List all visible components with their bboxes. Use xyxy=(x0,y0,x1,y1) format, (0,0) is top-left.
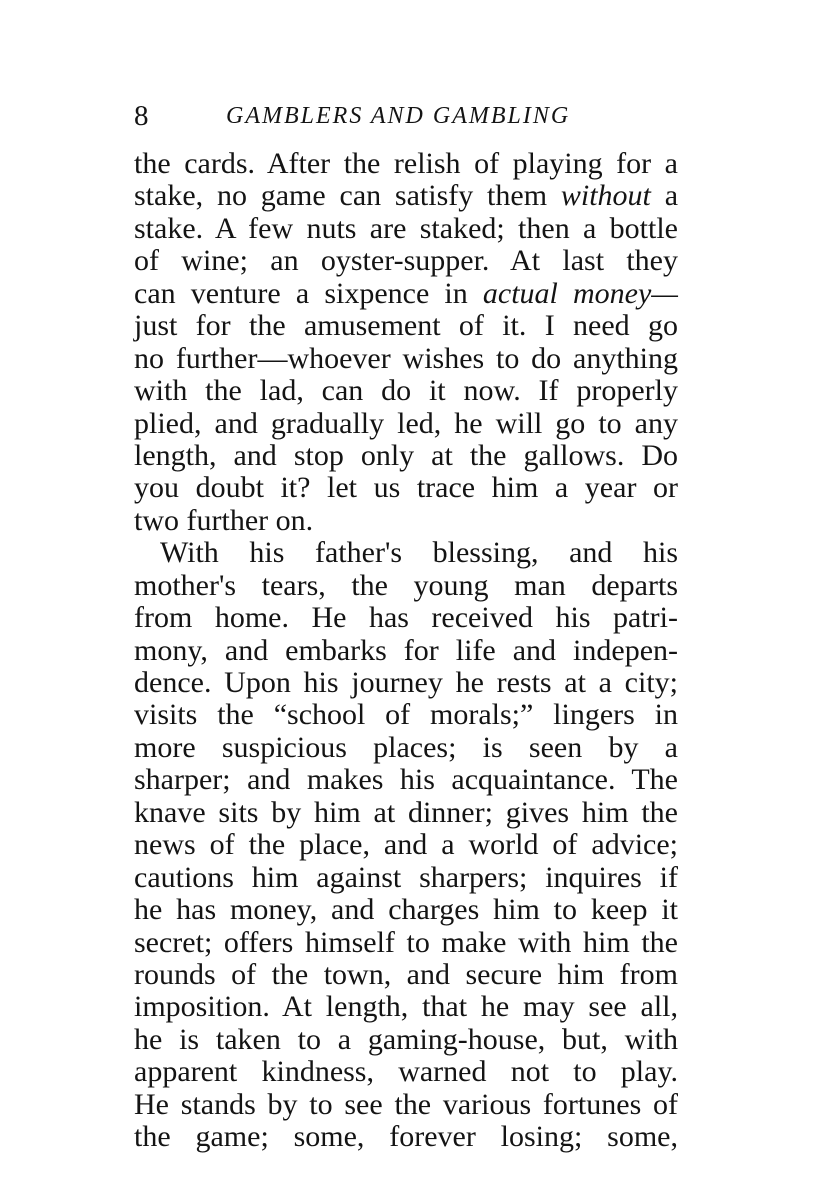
text-line: two further on. xyxy=(134,503,314,537)
text-line: the cards. After the relish of playing for a xyxy=(134,147,678,180)
text-line: length, and stop only at the gallows. Do xyxy=(134,438,678,472)
text-line: he has money, and charges him to keep it xyxy=(134,893,678,927)
text-line: visits the “school of morals;” lingers in xyxy=(134,698,678,732)
text-line: with the lad, can do it now. If properly xyxy=(134,374,678,408)
text-line: apparent kindness, warned not to play. xyxy=(134,1055,678,1089)
text-line: mother's tears, the young man departs xyxy=(134,568,678,602)
body-text xyxy=(134,148,678,1154)
text-line: He stands by to see the various fortunes of xyxy=(134,1087,678,1121)
text-line: the game; some, forever losing; some, xyxy=(134,1120,678,1154)
text-line: knave sits by him at dinner; gives him the xyxy=(134,795,678,829)
page-number: 8 xyxy=(134,100,149,132)
page-header xyxy=(134,96,694,136)
text-line: more suspicious places; is seen by a xyxy=(134,730,678,764)
text-line: news of the place, and a world of advice; xyxy=(134,828,678,862)
text-line: sharper; and makes his acquaintance. The xyxy=(134,763,678,797)
running-title: GAMBLERS AND GAMBLING xyxy=(226,103,571,129)
text-fragment: stake, no game can satisfy them xyxy=(134,179,548,213)
text-line: plied, and gradually led, he will go to any xyxy=(134,406,678,440)
text-line: stake. A few nuts are staked; then a bottle xyxy=(134,211,678,245)
text-line: just for the amusement of it. I need go xyxy=(134,309,678,343)
text-line xyxy=(134,180,678,212)
text-line: he is taken to a gaming-house, but, with xyxy=(134,1022,678,1056)
text-line: imposition. At length, that he may see all, xyxy=(134,990,678,1024)
text-line: rounds of the town, and secure him from xyxy=(134,957,678,991)
text-line: cautions him against sharpers; inquires if xyxy=(134,860,678,894)
paragraph-start-line: With his father's blessing, and his xyxy=(160,536,678,570)
text-fragment: can venture a sixpence in xyxy=(134,276,468,310)
text-line xyxy=(134,278,678,310)
text-line: dence. Upon his journey he rests at a city; xyxy=(134,666,678,699)
text-fragment: a xyxy=(664,179,679,213)
text-line: mony, and embarks for life and indepen- xyxy=(134,633,678,667)
text-line: no further—whoever wishes to do anything xyxy=(134,341,678,375)
italic-phrase: actual money— xyxy=(482,276,678,310)
text-line: secret; offers himself to make with him the xyxy=(134,925,678,959)
text-line: from home. He has received his patri- xyxy=(134,601,678,635)
text-line: you doubt it? let us trace him a year or xyxy=(134,471,678,505)
italic-word: without xyxy=(560,179,651,213)
text-line: of wine; an oyster-supper. At last they xyxy=(134,244,678,278)
